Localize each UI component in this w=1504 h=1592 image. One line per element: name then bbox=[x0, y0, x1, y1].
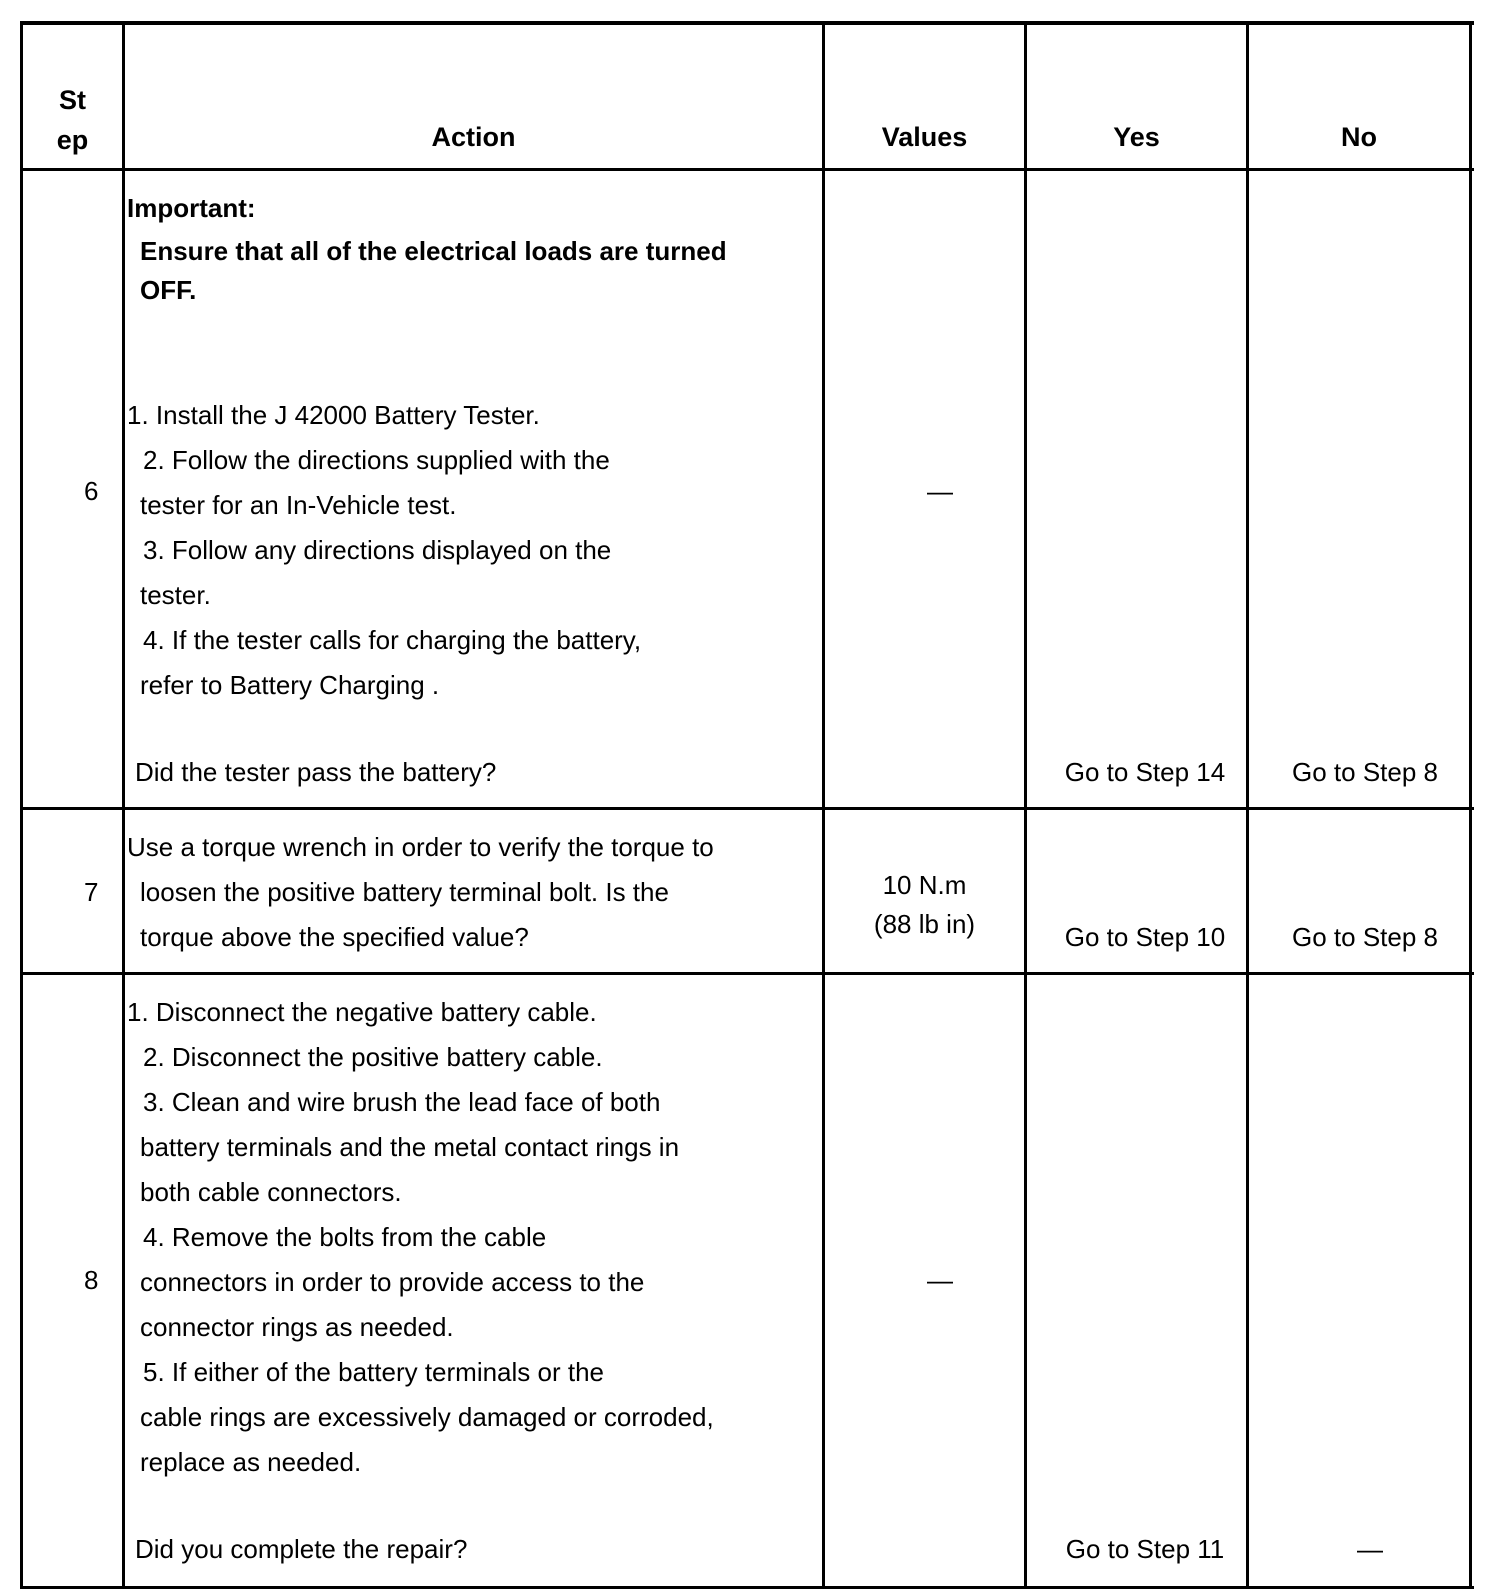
table-rule-col3 bbox=[1024, 21, 1027, 1589]
header-step bbox=[23, 80, 122, 160]
action-line: both cable connectors. bbox=[140, 1177, 402, 1207]
action-line: 4. If the tester calls for charging the battery, bbox=[143, 625, 642, 655]
table-rule-right bbox=[1469, 21, 1472, 1589]
value-cell: — bbox=[927, 476, 953, 506]
action-line: 4. Remove the bolts from the cable bbox=[143, 1222, 547, 1252]
table-rule-row7 bbox=[20, 972, 1474, 975]
table-rule-top bbox=[20, 21, 1474, 25]
header-step-line2: ep bbox=[56, 125, 89, 155]
action-line: connectors in order to provide access to the bbox=[140, 1267, 645, 1297]
action-line: Use a torque wrench in order to verify the torque to bbox=[127, 832, 714, 862]
action-line: 1. Install the J 42000 Battery Tester. bbox=[127, 400, 540, 430]
action-line: 2. Disconnect the positive battery cable. bbox=[143, 1042, 603, 1072]
no-cell: Go to Step 8 bbox=[1292, 757, 1438, 787]
action-line: connector rings as needed. bbox=[140, 1312, 454, 1342]
table-rule-col1 bbox=[122, 21, 125, 1589]
header-step-line1: St bbox=[59, 85, 86, 115]
important-title: Important: bbox=[127, 193, 256, 223]
value-cell: — bbox=[927, 1265, 953, 1295]
action-line: torque above the specified value? bbox=[140, 922, 529, 952]
important-text-line: Ensure that all of the electrical loads are turned bbox=[140, 236, 727, 266]
action-line: 1. Disconnect the negative battery cable. bbox=[127, 997, 597, 1027]
value-cell bbox=[825, 866, 1024, 944]
yes-cell: Go to Step 11 bbox=[1065, 1534, 1225, 1564]
value-line: 10 N.m bbox=[882, 870, 967, 900]
yes-cell: Go to Step 14 bbox=[1064, 757, 1226, 787]
action-line: cable rings are excessively damaged or corroded, bbox=[140, 1402, 714, 1432]
value-line: (88 lb in) bbox=[873, 909, 976, 939]
table-rule-row6 bbox=[20, 807, 1474, 810]
action-line: loosen the positive battery terminal bolt. Is the bbox=[140, 877, 669, 907]
action-line: 3. Clean and wire brush the lead face of both bbox=[143, 1087, 661, 1117]
step-number: 6 bbox=[84, 476, 99, 506]
action-line: replace as needed. bbox=[140, 1447, 362, 1477]
no-cell: — bbox=[1357, 1534, 1383, 1564]
question: Did the tester pass the battery? bbox=[135, 757, 497, 787]
table-rule-bottom bbox=[20, 1586, 1474, 1589]
step-number: 7 bbox=[84, 877, 99, 907]
table-rule-header bbox=[20, 168, 1474, 171]
action-line: tester. bbox=[140, 580, 211, 610]
action-line: 5. If either of the battery terminals or the bbox=[143, 1357, 605, 1387]
action-line: tester for an In-Vehicle test. bbox=[140, 490, 457, 520]
no-cell: Go to Step 8 bbox=[1292, 922, 1438, 952]
important-text bbox=[140, 232, 727, 310]
header-no: No bbox=[1341, 122, 1377, 152]
table-rule-left bbox=[20, 21, 23, 1589]
action-line: 2. Follow the directions supplied with the bbox=[143, 445, 610, 475]
table-rule-col4 bbox=[1246, 21, 1249, 1589]
action-line: battery terminals and the metal contact rings in bbox=[140, 1132, 680, 1162]
header-yes: Yes bbox=[1113, 122, 1160, 152]
header-action: Action bbox=[431, 122, 516, 152]
question: Did you complete the repair? bbox=[135, 1534, 468, 1564]
action-line: refer to Battery Charging . bbox=[140, 670, 440, 700]
important-text-line: OFF. bbox=[140, 275, 197, 305]
action-line: 3. Follow any directions displayed on the bbox=[143, 535, 612, 565]
table-rule-col2 bbox=[822, 21, 825, 1589]
yes-cell: Go to Step 10 bbox=[1064, 922, 1226, 952]
step-number: 8 bbox=[84, 1265, 99, 1295]
header-values: Values bbox=[881, 122, 968, 152]
